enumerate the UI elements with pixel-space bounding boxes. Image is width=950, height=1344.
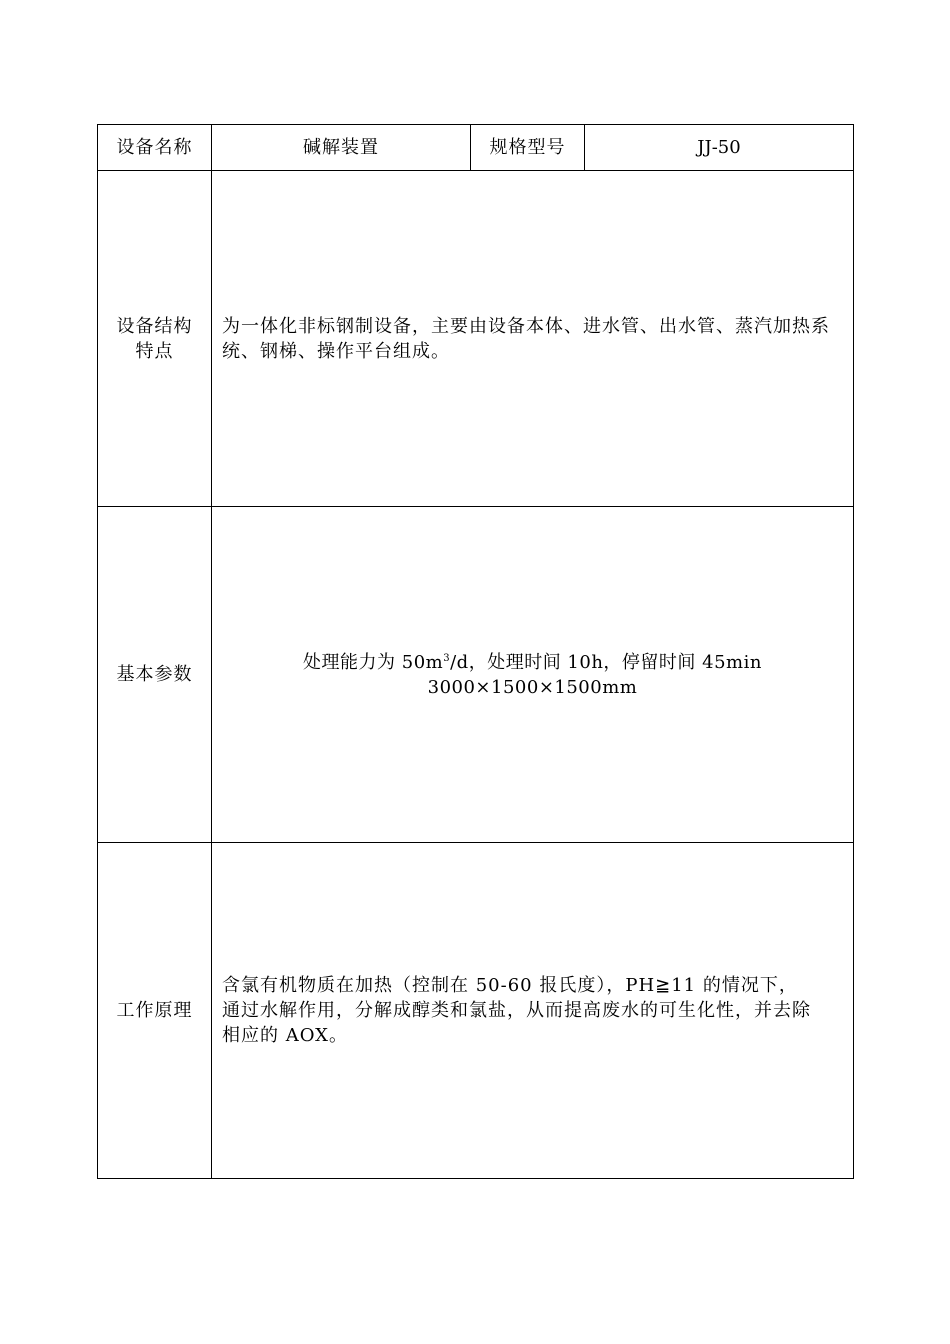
params-line2: 3000×1500×1500mm <box>427 676 638 698</box>
equipment-name-label: 设备名称 <box>98 125 212 171</box>
header-row <box>98 125 854 171</box>
structure-label <box>98 171 212 507</box>
params-line1-suffix: /d，处理时间 10h，停留时间 45min <box>450 651 762 673</box>
model-label: 规格型号 <box>471 125 585 171</box>
params-line1-superscript: 3 <box>443 652 451 664</box>
structure-label-line2: 特点 <box>135 340 174 362</box>
structure-label-line1: 设备结构 <box>116 315 193 337</box>
equipment-name-value: 碱解装置 <box>212 125 471 171</box>
structure-row <box>98 171 854 507</box>
principle-row <box>98 843 854 1179</box>
params-label: 基本参数 <box>98 507 212 843</box>
params-line1 <box>212 650 853 675</box>
params-row <box>98 507 854 843</box>
model-value: JJ-50 <box>585 125 854 171</box>
principle-label: 工作原理 <box>98 843 212 1179</box>
params-line1-prefix: 处理能力为 50m <box>303 651 444 673</box>
principle-text: 含氯有机物质在加热（控制在 50-60 报氏度），PH≧11 的情况下，通过水解作用，分解成醇类和氯盐，从而提高废水的可生化性，并去除相应的 AOX。 <box>212 843 854 1179</box>
equipment-spec-table <box>97 124 854 1179</box>
params-text <box>212 507 854 843</box>
structure-text: 为一体化非标钢制设备，主要由设备本体、进水管、出水管、蒸汽加热系统、钢梯、操作平台组成。 <box>212 171 854 507</box>
